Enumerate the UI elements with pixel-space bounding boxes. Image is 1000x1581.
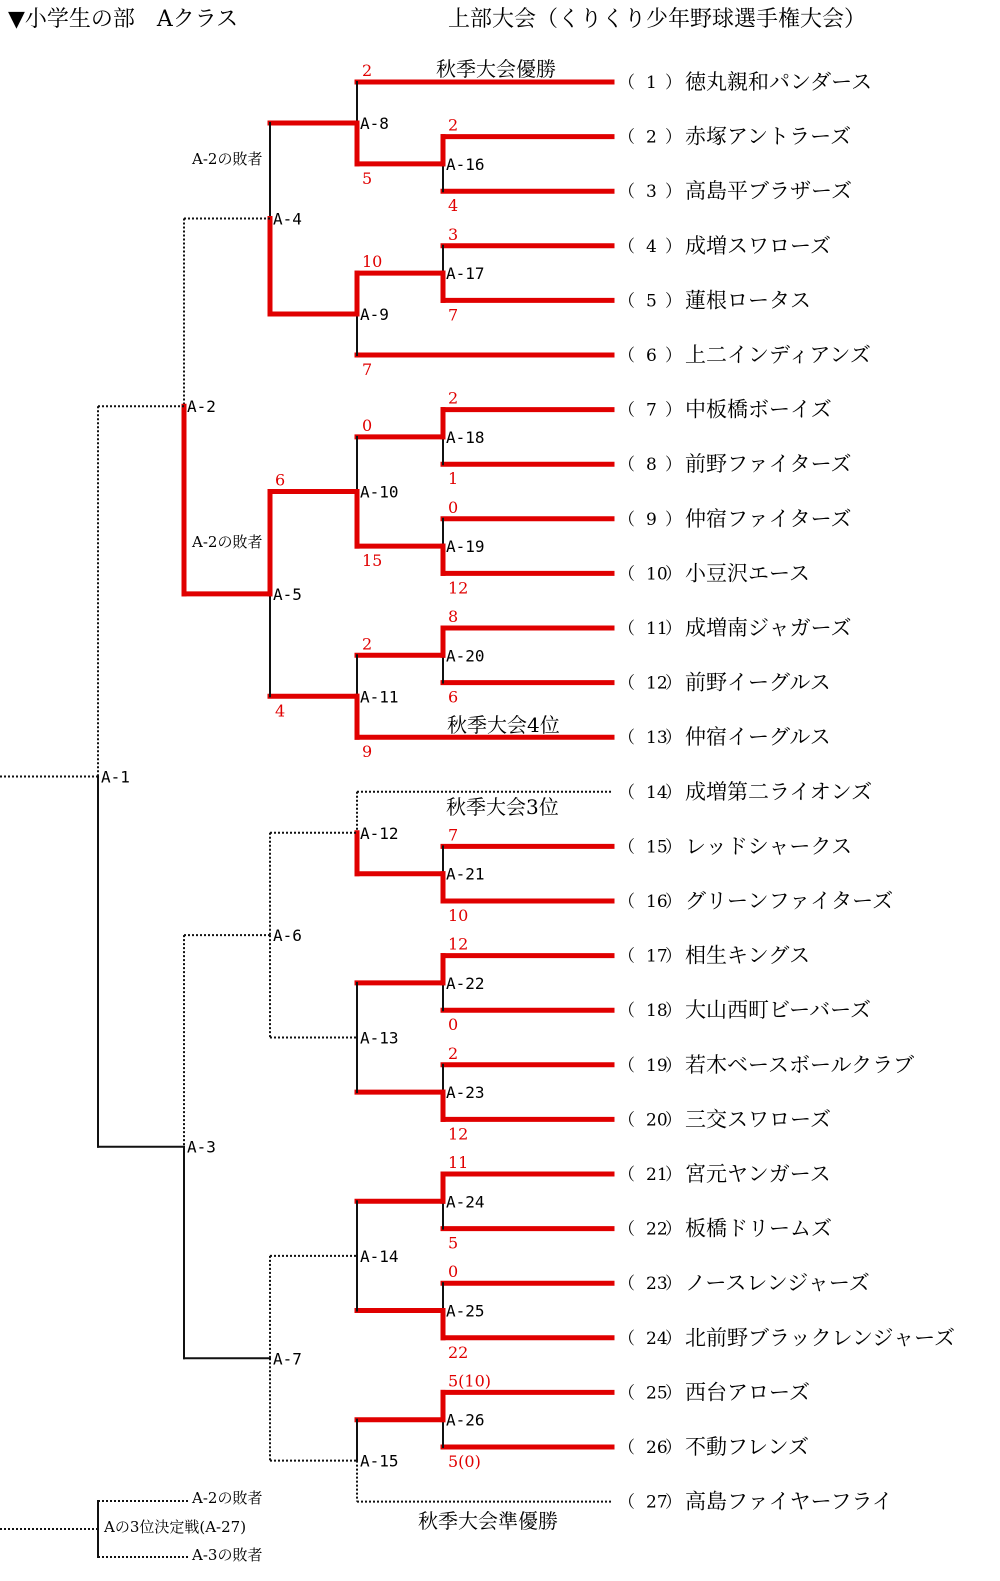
team-seed: 21: [646, 1165, 668, 1185]
team-name: グリーンファイターズ: [685, 889, 894, 913]
score-A-21-bottom: 10: [448, 906, 469, 925]
score-A-9-bottom: 7: [362, 360, 373, 379]
score-A-5-bottom: 4: [275, 701, 286, 721]
note-a2-loser-mid: A-2の敗者: [192, 533, 263, 551]
note-a2-loser-top: A-2の敗者: [192, 150, 263, 168]
team-seed-close-paren: ）: [665, 946, 682, 967]
team-seed-close-paren: ）: [665, 1438, 682, 1458]
team-seed-open-paren: （: [618, 1110, 635, 1131]
team-seed-open-paren: （: [618, 1274, 635, 1295]
score-A-19-bottom: 12: [448, 578, 469, 598]
team-seed-close-paren: ）: [665, 728, 682, 749]
match-label-A-24: A-24: [446, 1192, 485, 1212]
note-third-place-match: Aの3位決定戦(A-27): [104, 1518, 247, 1536]
team-name: 板橋ドリームズ: [685, 1216, 832, 1241]
team-name: 成増スワローズ: [685, 233, 831, 258]
team-seed-close-paren: ）: [665, 837, 682, 858]
match-label-A-1: A-1: [101, 767, 130, 787]
score-A-11-top: 2: [362, 634, 373, 654]
team-name: 中板橋ボーイズ: [685, 397, 832, 422]
score-A-25-bottom: 22: [448, 1342, 469, 1362]
team-name: 上二インディアンズ: [685, 343, 871, 367]
team-name: 大山西町ビーバーズ: [685, 998, 872, 1023]
team-seed-close-paren: ）: [665, 673, 682, 694]
score-A-24-top: 11: [448, 1153, 469, 1172]
score-A-16-top: 2: [448, 115, 459, 135]
team-seed-close-paren: ）: [665, 73, 682, 93]
score-A-22-top: 12: [448, 934, 469, 954]
team-seed: 10: [646, 564, 668, 585]
team-seed-open-paren: （: [618, 1492, 635, 1513]
team-name: 赤塚アントラーズ: [685, 124, 852, 149]
team-seed: 6: [646, 346, 657, 366]
team-seed-open-paren: （: [618, 892, 635, 912]
match-label-A-3: A-3: [187, 1137, 216, 1157]
team-seed-close-paren: ）: [665, 782, 682, 803]
team-seed: 27: [646, 1492, 668, 1513]
team-seed: 1: [646, 73, 657, 93]
match-label-A-21: A-21: [446, 864, 485, 884]
team-seed-close-paren: ）: [665, 1055, 682, 1076]
team-seed-close-paren: ）: [665, 509, 682, 530]
team-name: 成増第二ライオンズ: [685, 779, 873, 804]
team-seed-close-paren: ）: [665, 892, 682, 912]
team-seed-close-paren: ）: [665, 127, 682, 148]
team-seed-open-paren: （: [618, 291, 635, 312]
team-seed-close-paren: ）: [665, 1110, 682, 1131]
score-A-24-bottom: 5: [448, 1233, 459, 1253]
team-seed-open-paren: （: [618, 1055, 635, 1076]
score-A-20-top: 8: [448, 607, 459, 626]
team-seed-close-paren: ）: [665, 182, 682, 203]
match-label-A-13: A-13: [360, 1028, 399, 1048]
team-name: 宮元ヤンガース: [685, 1162, 831, 1186]
team-seed: 26: [646, 1438, 668, 1458]
team-seed-open-paren: （: [618, 509, 635, 530]
match-label-A-10: A-10: [360, 482, 399, 502]
team-name: 高島平ブラザーズ: [685, 179, 852, 204]
team-seed: 14: [646, 782, 668, 803]
team-seed: 16: [646, 892, 668, 912]
team-seed-close-paren: ）: [665, 1165, 682, 1185]
team-seed-open-paren: （: [618, 619, 635, 639]
score-A-5-top: 6: [275, 470, 286, 490]
team-seed-close-paren: ）: [665, 1328, 682, 1349]
team-seed: 15: [646, 837, 668, 858]
score-A-18-bottom: 1: [448, 469, 459, 489]
team-name: 西台アローズ: [685, 1380, 810, 1405]
match-label-A-16: A-16: [446, 154, 485, 174]
team-name: 仲宿ファイターズ: [685, 506, 852, 531]
team-seed-open-paren: （: [618, 1001, 635, 1022]
score-A-11-bottom: 9: [362, 742, 373, 762]
award-fourth: 秋季大会4位: [447, 713, 560, 737]
match-label-A-5: A-5: [273, 584, 302, 604]
team-seed-open-paren: （: [618, 1328, 635, 1349]
team-seed-close-paren: ）: [665, 1383, 682, 1404]
team-seed-open-paren: （: [618, 400, 635, 421]
team-name: 仲宿イーグルス: [685, 725, 831, 750]
match-label-A-4: A-4: [273, 209, 302, 229]
score-A-18-top: 2: [448, 388, 459, 408]
team-name: 若木ベースボールクラブ: [685, 1052, 915, 1077]
team-seed: 20: [646, 1110, 668, 1131]
score-A-10-top: 0: [362, 415, 373, 435]
team-seed-open-paren: （: [618, 346, 635, 366]
team-seed-open-paren: （: [618, 1438, 635, 1458]
score-A-19-top: 0: [448, 497, 459, 517]
team-name: 蓮根ロータス: [685, 288, 811, 313]
score-A-23-bottom: 12: [448, 1124, 469, 1144]
team-seed-open-paren: （: [618, 782, 635, 803]
team-seed: 2: [646, 127, 657, 148]
score-A-8-top: 2: [362, 61, 373, 80]
team-name: 高島ファイヤーフライ: [685, 1489, 893, 1514]
score-A-10-bottom: 15: [362, 551, 383, 571]
match-label-A-19: A-19: [446, 537, 485, 557]
team-seed-open-paren: （: [618, 455, 635, 476]
team-name: レッドシャークス: [685, 834, 853, 859]
team-name: 前野ファイターズ: [685, 452, 852, 477]
team-seed: 18: [646, 1001, 668, 1022]
match-label-A-12: A-12: [360, 823, 399, 843]
team-name: 三交スワローズ: [685, 1107, 831, 1132]
team-seed-open-paren: （: [618, 837, 635, 858]
team-seed: 19: [646, 1055, 668, 1076]
note-a3-loser: A-3の敗者: [192, 1546, 263, 1564]
match-label-A-25: A-25: [446, 1301, 485, 1321]
team-seed-open-paren: （: [618, 1165, 635, 1185]
score-A-26-top: 5(10): [448, 1371, 492, 1391]
team-seed: 9: [646, 509, 657, 530]
score-A-23-top: 2: [448, 1043, 459, 1063]
team-seed-close-paren: ）: [665, 346, 682, 366]
team-seed: 13: [646, 728, 668, 749]
match-label-A-9: A-9: [360, 305, 389, 325]
team-seed-open-paren: （: [618, 1383, 635, 1404]
team-name: 前野イーグルス: [685, 670, 831, 695]
score-A-25-top: 0: [448, 1262, 459, 1282]
match-label-A-23: A-23: [446, 1083, 485, 1103]
match-label-A-7: A-7: [273, 1349, 302, 1369]
team-seed-open-paren: （: [618, 1219, 635, 1240]
match-label-A-2: A-2: [187, 397, 216, 417]
team-seed-open-paren: （: [618, 946, 635, 967]
team-seed-open-paren: （: [618, 182, 635, 203]
team-name: 北前野ブラックレンジャーズ: [685, 1325, 956, 1350]
match-label-A-8: A-8: [360, 113, 389, 133]
score-A-21-top: 7: [448, 825, 459, 845]
team-seed: 17: [646, 946, 668, 967]
team-name: 不動フレンズ: [685, 1435, 810, 1459]
team-seed: 23: [646, 1274, 668, 1295]
match-label-A-20: A-20: [446, 646, 485, 666]
score-A-17-bottom: 7: [448, 305, 459, 325]
division-title: ▼小学生の部 Aクラス: [8, 7, 239, 32]
score-A-20-bottom: 6: [448, 687, 459, 707]
match-label-A-22: A-22: [446, 973, 485, 993]
match-label-A-11: A-11: [360, 687, 399, 707]
team-name: ノースレンジャーズ: [685, 1271, 870, 1296]
team-seed: 3: [646, 182, 657, 203]
team-seed: 25: [646, 1383, 668, 1404]
match-label-A-14: A-14: [360, 1246, 399, 1266]
team-seed-close-paren: ）: [665, 236, 682, 257]
match-label-A-18: A-18: [446, 427, 485, 447]
score-A-8-bottom: 5: [362, 168, 373, 188]
tournament-title: 上部大会（くりくり少年野球選手権大会）: [448, 7, 867, 32]
team-seed: 24: [646, 1328, 668, 1349]
note-a2-loser-bottom: A-2の敗者: [192, 1489, 263, 1507]
team-seed-close-paren: ）: [665, 291, 682, 312]
match-label-A-26: A-26: [446, 1410, 485, 1430]
award-third: 秋季大会3位: [446, 795, 559, 819]
award-runner-up: 秋季大会準優勝: [418, 1509, 558, 1533]
team-name: 小豆沢エース: [685, 561, 810, 586]
award-champion: 秋季大会優勝: [436, 57, 556, 81]
team-seed-open-paren: （: [618, 673, 635, 694]
team-seed-close-paren: ）: [665, 564, 682, 585]
team-seed: 11: [646, 619, 668, 639]
team-name: 徳丸親和パンダース: [685, 70, 873, 94]
score-A-26-bottom: 5(0): [448, 1452, 481, 1471]
team-name: 相生キングス: [685, 943, 811, 968]
team-seed: 7: [646, 400, 657, 421]
match-label-A-6: A-6: [273, 926, 302, 946]
score-A-9-top: 10: [362, 252, 383, 272]
team-seed-open-paren: （: [618, 236, 635, 257]
team-name: 成増南ジャガーズ: [685, 616, 852, 640]
match-label-A-17: A-17: [446, 264, 485, 284]
team-seed: 4: [646, 236, 657, 257]
team-seed-close-paren: ）: [665, 1492, 682, 1513]
team-seed: 12: [646, 673, 668, 694]
team-seed-close-paren: ）: [665, 1001, 682, 1022]
team-seed-open-paren: （: [618, 73, 635, 93]
score-A-22-bottom: 0: [448, 1015, 459, 1035]
team-seed-open-paren: （: [618, 564, 635, 585]
team-seed-open-paren: （: [618, 127, 635, 148]
team-seed: 22: [646, 1219, 668, 1240]
team-seed: 8: [646, 455, 657, 476]
team-seed-close-paren: ）: [665, 455, 682, 476]
score-A-17-top: 3: [448, 224, 459, 244]
team-seed-open-paren: （: [618, 728, 635, 749]
team-seed-close-paren: ）: [665, 1274, 682, 1295]
match-label-A-15: A-15: [360, 1451, 399, 1471]
team-seed-close-paren: ）: [665, 1219, 682, 1240]
team-seed-close-paren: ）: [665, 400, 682, 421]
score-A-16-bottom: 4: [448, 196, 459, 216]
team-seed-close-paren: ）: [665, 619, 682, 639]
team-seed: 5: [646, 291, 657, 312]
